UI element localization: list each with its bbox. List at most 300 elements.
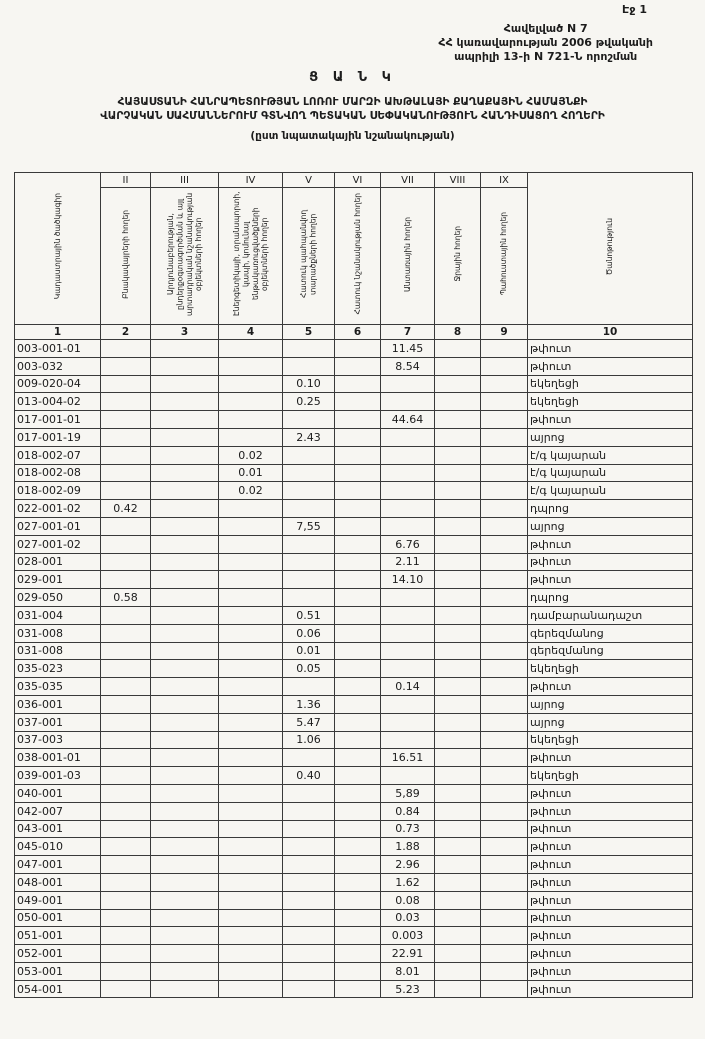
cell-area-value bbox=[151, 500, 219, 518]
cell-area-value bbox=[151, 838, 219, 856]
cell-area-value bbox=[335, 909, 381, 927]
cell-area-value bbox=[481, 731, 528, 749]
cell-cadastral-code: 027-001-01 bbox=[15, 517, 101, 535]
cell-area-value bbox=[335, 820, 381, 838]
cell-area-value bbox=[481, 909, 528, 927]
cell-area-value bbox=[335, 873, 381, 891]
cell-area-value bbox=[435, 784, 481, 802]
cell-area-value: 5.47 bbox=[283, 713, 335, 731]
cell-area-value bbox=[101, 464, 151, 482]
cell-area-value bbox=[283, 891, 335, 909]
cell-area-value: 0.58 bbox=[101, 589, 151, 607]
cell-area-value bbox=[219, 838, 283, 856]
table-row bbox=[15, 980, 693, 998]
col-number-1: 1 bbox=[15, 325, 101, 340]
cell-area-value bbox=[219, 678, 283, 696]
cell-area-value bbox=[481, 802, 528, 820]
cell-area-value: 0.84 bbox=[381, 802, 435, 820]
table-row bbox=[15, 446, 693, 464]
cell-note: դպրոց bbox=[528, 500, 693, 518]
cell-area-value bbox=[101, 820, 151, 838]
cell-cadastral-code: 003-032 bbox=[15, 357, 101, 375]
cell-area-value bbox=[381, 767, 435, 785]
cell-note: գերեզմանոց bbox=[528, 642, 693, 660]
cell-area-value bbox=[435, 945, 481, 963]
cell-note: այրոց bbox=[528, 517, 693, 535]
cell-area-value bbox=[381, 713, 435, 731]
table-row bbox=[15, 962, 693, 980]
document-subtitle-1: ՀԱՅԱՍՏԱՆԻ ՀԱՆՐԱՊԵՏՈՒԹՅԱՆ ԼՈՌՈՒ ՄԱՐԶԻ ԱԽԹԱԼԱՅԻ ՔԱՂԱՔԱՅԻՆ ՀԱՄԱՅՆՔԻ bbox=[117, 96, 588, 108]
cell-note: թփուտ bbox=[528, 802, 693, 820]
cell-area-value bbox=[435, 802, 481, 820]
table-row bbox=[15, 927, 693, 945]
cell-note: է/գ կայարան bbox=[528, 482, 693, 500]
cell-area-value bbox=[219, 393, 283, 411]
cell-area-value bbox=[101, 945, 151, 963]
cell-area-value bbox=[283, 980, 335, 998]
cell-area-value bbox=[435, 820, 481, 838]
cell-area-value bbox=[481, 927, 528, 945]
cell-area-value bbox=[101, 571, 151, 589]
table-row bbox=[15, 428, 693, 446]
cell-area-value bbox=[435, 749, 481, 767]
cell-cadastral-code: 029-001 bbox=[15, 571, 101, 589]
cell-area-value: 0.02 bbox=[219, 482, 283, 500]
cell-area-value bbox=[335, 606, 381, 624]
cell-area-value bbox=[219, 517, 283, 535]
cell-area-value bbox=[435, 678, 481, 696]
cell-area-value bbox=[151, 695, 219, 713]
cell-area-value bbox=[101, 909, 151, 927]
cell-area-value bbox=[435, 642, 481, 660]
cell-cadastral-code: 040-001 bbox=[15, 784, 101, 802]
table-row bbox=[15, 838, 693, 856]
cell-area-value bbox=[101, 411, 151, 429]
cell-area-value bbox=[101, 535, 151, 553]
page-number: Էջ 1 bbox=[622, 3, 647, 16]
cell-note: թփուտ bbox=[528, 820, 693, 838]
cell-area-value bbox=[435, 606, 481, 624]
table-row bbox=[15, 500, 693, 518]
cell-note: թփուտ bbox=[528, 357, 693, 375]
cell-area-value bbox=[101, 856, 151, 874]
cell-area-value bbox=[101, 446, 151, 464]
cell-area-value bbox=[151, 428, 219, 446]
cell-area-value bbox=[151, 357, 219, 375]
col-number-5: 5 bbox=[283, 325, 335, 340]
cell-note: թփուտ bbox=[528, 891, 693, 909]
cell-area-value bbox=[219, 589, 283, 607]
cell-area-value bbox=[381, 660, 435, 678]
cell-area-value bbox=[283, 589, 335, 607]
header-roman-2: II bbox=[101, 173, 151, 188]
cell-area-value bbox=[481, 535, 528, 553]
cell-cadastral-code: 031-008 bbox=[15, 642, 101, 660]
cell-area-value bbox=[435, 909, 481, 927]
cell-area-value: 44.64 bbox=[381, 411, 435, 429]
col-number-6: 6 bbox=[335, 325, 381, 340]
cell-area-value bbox=[283, 838, 335, 856]
table-row bbox=[15, 553, 693, 571]
cell-area-value bbox=[219, 357, 283, 375]
cell-area-value bbox=[151, 909, 219, 927]
cell-area-value bbox=[435, 500, 481, 518]
header-roman-row bbox=[15, 173, 693, 188]
col-number-10: 10 bbox=[528, 325, 693, 340]
cell-area-value bbox=[435, 340, 481, 358]
cell-note: եկեղեցի bbox=[528, 767, 693, 785]
cell-area-value bbox=[481, 856, 528, 874]
cell-area-value bbox=[151, 411, 219, 429]
cell-area-value bbox=[219, 856, 283, 874]
cell-area-value bbox=[435, 660, 481, 678]
cell-area-value: 6.76 bbox=[381, 535, 435, 553]
cell-area-value: 0.003 bbox=[381, 927, 435, 945]
cell-area-value bbox=[101, 428, 151, 446]
cell-area-value bbox=[101, 393, 151, 411]
cell-area-value bbox=[335, 589, 381, 607]
cell-area-value bbox=[335, 962, 381, 980]
document-subtitle-3: (ըստ նպատակային նշանակության) bbox=[250, 130, 455, 142]
cell-area-value bbox=[435, 856, 481, 874]
cell-area-value bbox=[219, 873, 283, 891]
cell-area-value bbox=[219, 731, 283, 749]
cell-area-value bbox=[151, 713, 219, 731]
table-row bbox=[15, 784, 693, 802]
cell-area-value bbox=[481, 749, 528, 767]
cell-area-value bbox=[219, 624, 283, 642]
cell-cadastral-code: 051-001 bbox=[15, 927, 101, 945]
cell-area-value bbox=[481, 571, 528, 589]
cell-area-value bbox=[481, 945, 528, 963]
cell-area-value bbox=[335, 927, 381, 945]
cell-area-value bbox=[481, 838, 528, 856]
cell-area-value: 0.73 bbox=[381, 820, 435, 838]
cell-area-value bbox=[435, 375, 481, 393]
cell-area-value bbox=[283, 945, 335, 963]
header-roman-7: VII bbox=[381, 173, 435, 188]
cell-area-value bbox=[381, 482, 435, 500]
table-row bbox=[15, 464, 693, 482]
cell-area-value bbox=[381, 606, 435, 624]
cell-area-value: 5,89 bbox=[381, 784, 435, 802]
col-number-9: 9 bbox=[481, 325, 528, 340]
cell-cadastral-code: 003-001-01 bbox=[15, 340, 101, 358]
cell-area-value bbox=[151, 624, 219, 642]
cell-note: թփուտ bbox=[528, 678, 693, 696]
cell-cadastral-code: 027-001-02 bbox=[15, 535, 101, 553]
cell-note: թփուտ bbox=[528, 749, 693, 767]
cell-area-value bbox=[335, 856, 381, 874]
cell-area-value bbox=[481, 784, 528, 802]
cell-area-value bbox=[481, 340, 528, 358]
cell-area-value bbox=[335, 411, 381, 429]
cell-area-value bbox=[481, 713, 528, 731]
cell-area-value bbox=[481, 482, 528, 500]
cell-area-value bbox=[101, 891, 151, 909]
header-note-label: Ծանոթություն bbox=[605, 217, 615, 276]
cell-note: թփուտ bbox=[528, 571, 693, 589]
header-settlement-lands: Բնակավայրերի հողեր bbox=[101, 188, 151, 325]
cell-area-value bbox=[435, 357, 481, 375]
cell-area-value bbox=[219, 340, 283, 358]
cell-area-value bbox=[151, 767, 219, 785]
table-row bbox=[15, 891, 693, 909]
cell-area-value: 8.54 bbox=[381, 357, 435, 375]
cell-area-value bbox=[481, 553, 528, 571]
cell-area-value bbox=[435, 624, 481, 642]
cell-area-value bbox=[151, 375, 219, 393]
cell-area-value bbox=[283, 856, 335, 874]
cell-area-value bbox=[219, 802, 283, 820]
cell-area-value bbox=[335, 749, 381, 767]
cell-area-value bbox=[481, 962, 528, 980]
cell-area-value bbox=[435, 535, 481, 553]
cell-area-value bbox=[335, 375, 381, 393]
cell-cadastral-code: 054-001 bbox=[15, 980, 101, 998]
cell-area-value bbox=[283, 500, 335, 518]
table-row bbox=[15, 517, 693, 535]
cell-area-value: 14.10 bbox=[381, 571, 435, 589]
table-row bbox=[15, 749, 693, 767]
cell-area-value bbox=[101, 553, 151, 571]
table-row bbox=[15, 375, 693, 393]
cell-area-value bbox=[151, 678, 219, 696]
cell-cadastral-code: 017-001-19 bbox=[15, 428, 101, 446]
header-roman-8: VIII bbox=[435, 173, 481, 188]
cell-area-value: 1.36 bbox=[283, 695, 335, 713]
cell-area-value bbox=[101, 731, 151, 749]
cell-area-value bbox=[101, 980, 151, 998]
cell-area-value bbox=[151, 856, 219, 874]
cell-cadastral-code: 029-050 bbox=[15, 589, 101, 607]
cell-area-value bbox=[381, 589, 435, 607]
cell-area-value bbox=[151, 446, 219, 464]
cell-area-value: 0.05 bbox=[283, 660, 335, 678]
cell-note: թփուտ bbox=[528, 962, 693, 980]
cell-area-value bbox=[481, 517, 528, 535]
cell-area-value bbox=[435, 428, 481, 446]
cell-note: թփուտ bbox=[528, 927, 693, 945]
cell-area-value bbox=[435, 411, 481, 429]
land-registry-table bbox=[14, 172, 693, 998]
cell-cadastral-code: 038-001-01 bbox=[15, 749, 101, 767]
cell-note: թփուտ bbox=[528, 340, 693, 358]
cell-area-value bbox=[219, 411, 283, 429]
cell-area-value bbox=[435, 838, 481, 856]
cell-note: եկեղեցի bbox=[528, 660, 693, 678]
cell-area-value bbox=[101, 784, 151, 802]
cell-area-value: 22.91 bbox=[381, 945, 435, 963]
table-row bbox=[15, 357, 693, 375]
table-row bbox=[15, 535, 693, 553]
cell-area-value: 0.40 bbox=[283, 767, 335, 785]
cell-area-value bbox=[335, 482, 381, 500]
cell-area-value bbox=[481, 660, 528, 678]
cell-area-value bbox=[435, 553, 481, 571]
table-row bbox=[15, 713, 693, 731]
table-row bbox=[15, 589, 693, 607]
cell-area-value bbox=[381, 695, 435, 713]
header-cadastral-code-label: Կադաստրային ծածկագիր bbox=[52, 193, 62, 300]
cell-area-value bbox=[335, 357, 381, 375]
table-row bbox=[15, 678, 693, 696]
cell-area-value bbox=[219, 945, 283, 963]
cell-area-value bbox=[381, 393, 435, 411]
header-forest-lands: Անտառային հողեր bbox=[381, 188, 435, 325]
cell-area-value bbox=[151, 517, 219, 535]
header-number-row bbox=[15, 325, 693, 340]
cell-area-value bbox=[435, 482, 481, 500]
cell-area-value bbox=[219, 375, 283, 393]
cell-note: այրոց bbox=[528, 428, 693, 446]
cell-cadastral-code: 053-001 bbox=[15, 962, 101, 980]
cell-area-value bbox=[151, 962, 219, 980]
table-row bbox=[15, 606, 693, 624]
cell-area-value bbox=[151, 945, 219, 963]
cell-area-value bbox=[219, 980, 283, 998]
cell-area-value bbox=[101, 962, 151, 980]
cell-area-value bbox=[283, 909, 335, 927]
table-row bbox=[15, 695, 693, 713]
cell-area-value bbox=[283, 535, 335, 553]
cell-area-value: 5.23 bbox=[381, 980, 435, 998]
cell-area-value bbox=[481, 606, 528, 624]
cell-note: է/գ կայարան bbox=[528, 464, 693, 482]
cell-note: է/գ կայարան bbox=[528, 446, 693, 464]
cell-area-value bbox=[335, 464, 381, 482]
cell-area-value bbox=[481, 678, 528, 696]
cell-area-value bbox=[219, 535, 283, 553]
cell-area-value bbox=[151, 393, 219, 411]
col-number-8: 8 bbox=[435, 325, 481, 340]
cell-area-value bbox=[335, 642, 381, 660]
cell-area-value bbox=[435, 695, 481, 713]
table-row bbox=[15, 731, 693, 749]
table-row bbox=[15, 945, 693, 963]
cell-area-value bbox=[101, 624, 151, 642]
cell-note: թփուտ bbox=[528, 945, 693, 963]
cell-area-value bbox=[481, 500, 528, 518]
cell-area-value bbox=[283, 873, 335, 891]
appendix-line-3: ապրիլի 13-ի N 721-Ն որոշման bbox=[454, 49, 638, 63]
cell-area-value: 0.51 bbox=[283, 606, 335, 624]
cell-area-value bbox=[381, 500, 435, 518]
cell-area-value: 0.01 bbox=[219, 464, 283, 482]
cell-area-value bbox=[481, 873, 528, 891]
cell-note: այրոց bbox=[528, 695, 693, 713]
table-row bbox=[15, 660, 693, 678]
cell-area-value: 0.42 bbox=[101, 500, 151, 518]
cell-area-value: 2.96 bbox=[381, 856, 435, 874]
header-cadastral-code bbox=[15, 173, 101, 325]
cell-cadastral-code: 039-001-03 bbox=[15, 767, 101, 785]
table-row bbox=[15, 624, 693, 642]
cell-area-value bbox=[335, 767, 381, 785]
cell-area-value bbox=[151, 731, 219, 749]
cell-cadastral-code: 036-001 bbox=[15, 695, 101, 713]
cell-note: թփուտ bbox=[528, 535, 693, 553]
cell-area-value bbox=[219, 606, 283, 624]
cell-area-value bbox=[481, 980, 528, 998]
cell-area-value: 16.51 bbox=[381, 749, 435, 767]
table-row bbox=[15, 642, 693, 660]
table-row bbox=[15, 856, 693, 874]
cell-area-value bbox=[219, 695, 283, 713]
cell-area-value: 0.25 bbox=[283, 393, 335, 411]
cell-area-value bbox=[335, 535, 381, 553]
cell-area-value: 0.02 bbox=[219, 446, 283, 464]
cell-cadastral-code: 037-003 bbox=[15, 731, 101, 749]
cell-area-value bbox=[219, 767, 283, 785]
cell-area-value bbox=[219, 962, 283, 980]
cell-area-value bbox=[481, 695, 528, 713]
cell-area-value: 11.45 bbox=[381, 340, 435, 358]
col-number-3: 3 bbox=[151, 325, 219, 340]
cell-area-value bbox=[283, 820, 335, 838]
cell-area-value bbox=[151, 535, 219, 553]
document-subtitle-2: ՎԱՐՉԱԿԱՆ ՍԱՀՄԱՆՆԵՐՈՒՄ ԳՏՆՎՈՂ ՊԵՏԱԿԱՆ ՍԵՓԱԿԱՆՈՒԹՅՈՒՆ ՀԱՆԴԻՍԱՑՈՂ ՀՈՂԵՐԻ bbox=[100, 110, 605, 122]
cell-area-value bbox=[481, 446, 528, 464]
cell-area-value: 8.01 bbox=[381, 962, 435, 980]
cell-cadastral-code: 018-002-09 bbox=[15, 482, 101, 500]
cell-cadastral-code: 018-002-07 bbox=[15, 446, 101, 464]
cell-area-value bbox=[481, 820, 528, 838]
cell-area-value bbox=[283, 927, 335, 945]
cell-note: թփուտ bbox=[528, 856, 693, 874]
header-special-purpose-lands: Հատուկ նշանակության հողեր bbox=[335, 188, 381, 325]
col-number-4: 4 bbox=[219, 325, 283, 340]
table-row bbox=[15, 909, 693, 927]
cell-area-value: 0.08 bbox=[381, 891, 435, 909]
cell-cadastral-code: 031-004 bbox=[15, 606, 101, 624]
cell-area-value bbox=[381, 375, 435, 393]
cell-area-value bbox=[219, 571, 283, 589]
cell-area-value bbox=[335, 393, 381, 411]
cell-area-value bbox=[283, 784, 335, 802]
cell-area-value bbox=[335, 678, 381, 696]
header-roman-5: V bbox=[283, 173, 335, 188]
table-row bbox=[15, 873, 693, 891]
cell-area-value bbox=[219, 500, 283, 518]
cell-area-value bbox=[481, 428, 528, 446]
cell-area-value bbox=[101, 695, 151, 713]
cell-area-value bbox=[435, 927, 481, 945]
cell-area-value bbox=[101, 838, 151, 856]
table-row bbox=[15, 482, 693, 500]
cell-cadastral-code: 049-001 bbox=[15, 891, 101, 909]
cell-area-value bbox=[151, 464, 219, 482]
cell-area-value bbox=[219, 553, 283, 571]
cell-area-value bbox=[381, 446, 435, 464]
cell-area-value bbox=[335, 731, 381, 749]
cell-area-value: 1.88 bbox=[381, 838, 435, 856]
cell-area-value bbox=[219, 891, 283, 909]
cell-area-value bbox=[283, 411, 335, 429]
cell-area-value bbox=[101, 482, 151, 500]
cell-area-value bbox=[435, 731, 481, 749]
document-title: Ց Ա Ն Կ bbox=[309, 70, 396, 85]
cell-note: թփուտ bbox=[528, 784, 693, 802]
header-industrial-lands: Արդյունաբերության, ընդերքօգտագործման և այլ արտադրական նշանակության օբյեկտների հողեր bbox=[151, 188, 219, 325]
cell-area-value bbox=[219, 713, 283, 731]
cell-area-value bbox=[151, 660, 219, 678]
cell-area-value: 0.01 bbox=[283, 642, 335, 660]
cell-area-value bbox=[335, 891, 381, 909]
cell-area-value bbox=[101, 642, 151, 660]
cell-area-value bbox=[219, 642, 283, 660]
cell-note: դպրոց bbox=[528, 589, 693, 607]
